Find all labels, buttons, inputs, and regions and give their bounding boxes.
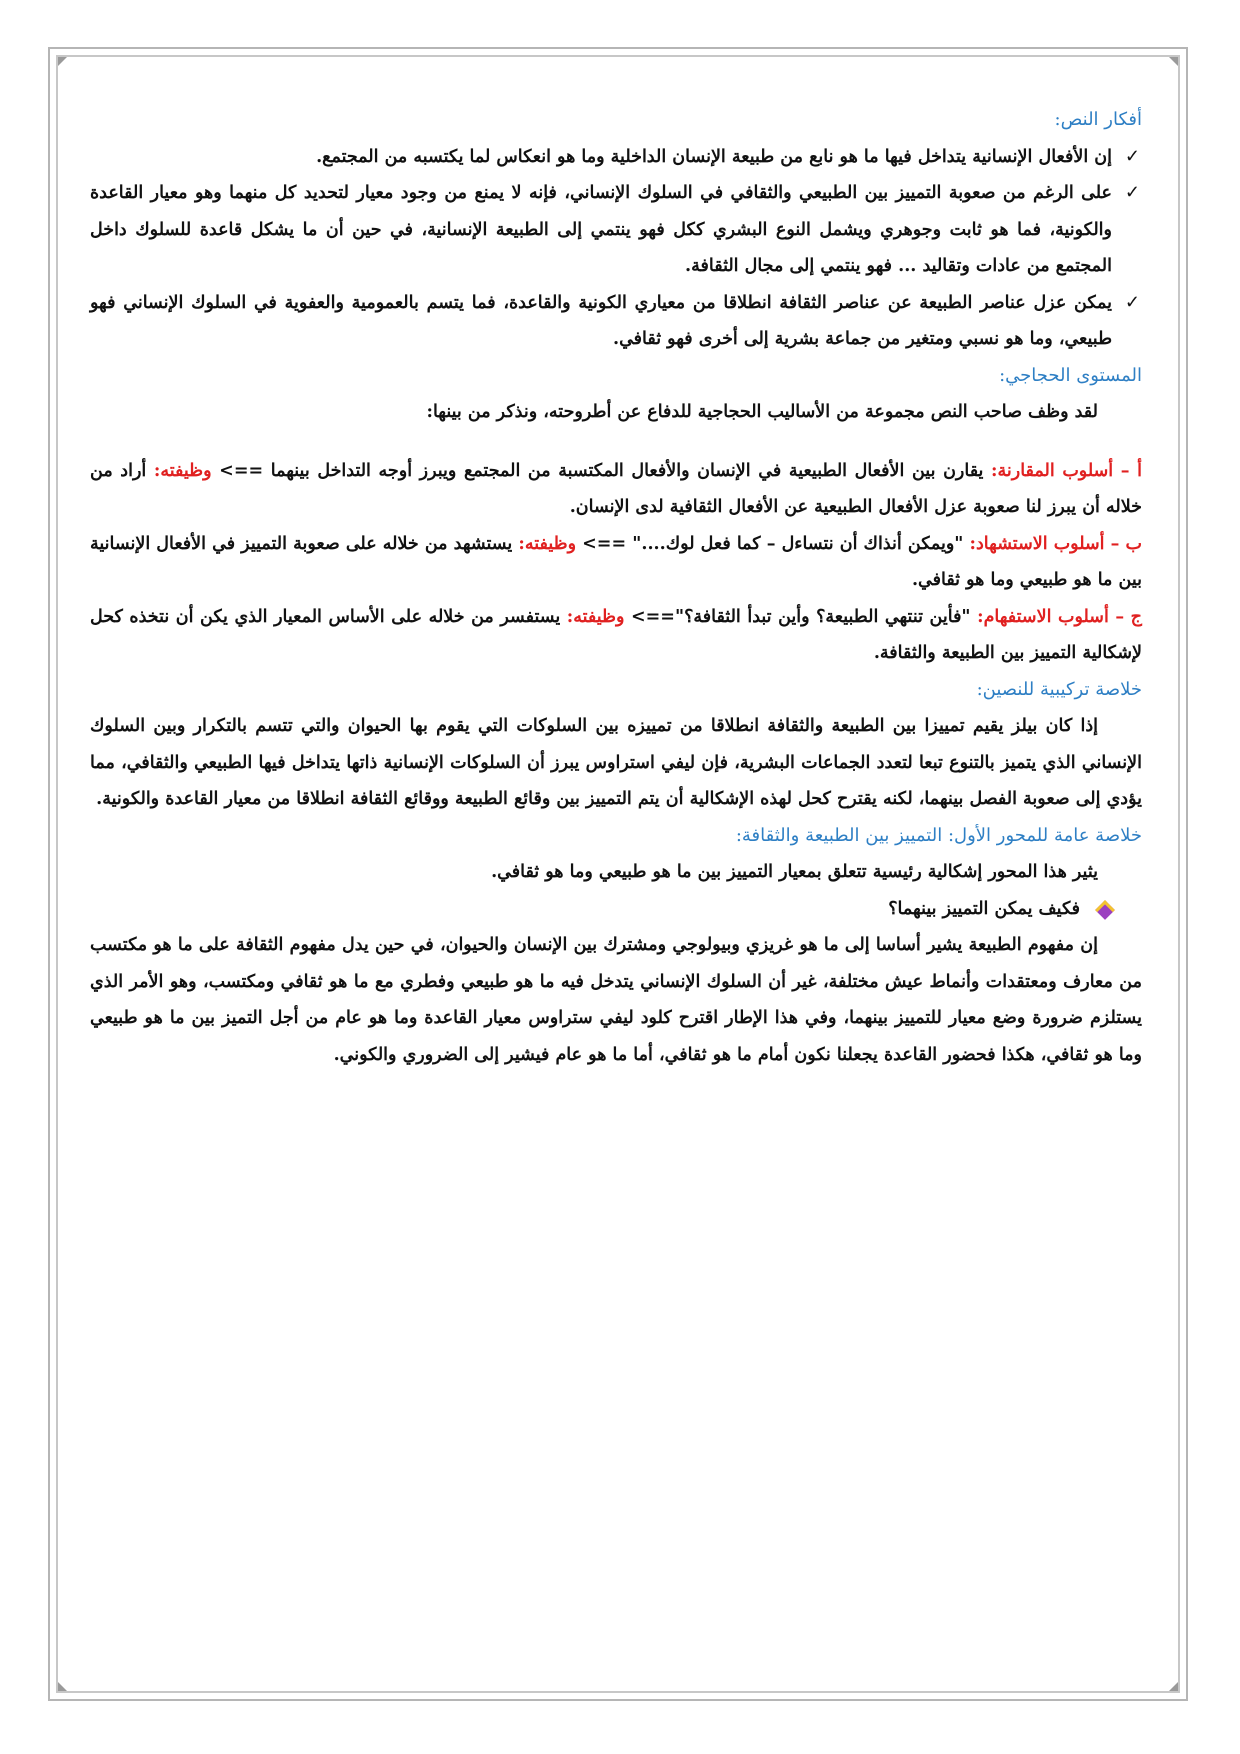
check-icon: ✓ (1124, 182, 1140, 203)
document-body (90, 102, 1142, 1073)
style-question (90, 599, 1142, 672)
style-label: ب – أسلوب الاستشهاد: (969, 533, 1142, 554)
function-label: وظيفته: (153, 460, 212, 481)
style-citation (90, 526, 1142, 599)
function-text: يستشهد من خلاله على صعوبة التمييز في الأفعال الإنسانية بين ما هو طبيعي وما هو ثقافي. (90, 533, 1142, 590)
idea-text: إن الأفعال الإنسانية يتداخل فيها ما هو نابع من طبيعة الإنسان الداخلية وما هو انعكاس لما يكتسبه من المجتمع. (316, 146, 1112, 167)
corner-ornament-top-right (1169, 57, 1178, 66)
check-icon: ✓ (1124, 145, 1140, 167)
ideas-list (90, 139, 1142, 358)
diamond-icon (1095, 900, 1115, 920)
question-text: فكيف يمكن التمييز بينهما؟ (888, 898, 1080, 919)
argument-intro: لقد وظف صاحب النص مجموعة من الأساليب الحجاجية للدفاع عن أطروحته، ونذكر من بينها: (426, 402, 1098, 422)
list-item (90, 139, 1142, 176)
corner-ornament-bottom-left (58, 1682, 67, 1691)
style-text: "فأين تنتهي الطبيعة؟ وأين تبدأ الثقافة؟"==> (624, 606, 978, 627)
heading-general-summary: خلاصة عامة للمحور الأول: التمييز بين الطبيعة والثقافة: (735, 824, 1142, 846)
heading-text-ideas: أفكار النص: (1054, 109, 1142, 130)
heading-argument-level: المستوى الحجاجي: (999, 364, 1142, 386)
general-intro: يثير هذا المحور إشكالية رئيسية تتعلق بمعيار التمييز بين ما هو طبيعي وما هو ثقافي. (491, 862, 1098, 882)
style-comparison (90, 453, 1142, 526)
general-paragraph: إن مفهوم الطبيعة يشير أساسا إلى ما هو غريزي وبيولوجي ومشترك بين الإنسان والحيوان، في حين يدل مفهوم الثقافة على ما هو مكتسب من معارف ومعتقدات وأنماط عيش مختلفة، غير أن السلوك الإنساني يتدخل فيه ما هو طبيعي وفطري مع ما هو ثقافي ومكتسب، وهو الأمر الذي يستلزم ضرورة وضع معيار للتمييز بينهما، وفي هذا الإطار اقترح كلود ليفي ستراوس معيار القاعدة وما هو عام من أجل التميز بين ما هو طبيعي وما هو ثقافي، هكذا فحضور القاعدة يجعلنا نكون أمام ما هو ثقافي، أما ما هو عام فيشير إلى الضروري والكوني. (90, 935, 1142, 1065)
style-text: "ويمكن أنذاك أن نتساءل – كما فعل لوك...." ==> (576, 533, 970, 554)
style-label: أ – أسلوب المقارنة: (991, 460, 1142, 481)
style-label: ج – أسلوب الاستفهام: (977, 606, 1142, 627)
function-label: وظيفته: (518, 533, 577, 554)
idea-text: يمكن عزل عناصر الطبيعة عن عناصر الثقافة انطلاقا من معياري الكونية والقاعدة، فما يتسم بالعمومية والعفوية في السلوك الإنساني فهو طبيعي، وما هو نسبي ومتغير من جماعة بشرية إلى أخرى فهو ثقافي. (90, 292, 1112, 349)
question-line (90, 891, 1142, 928)
spacer (90, 431, 1142, 453)
synthesis-paragraph: إذا كان بيلز يقيم تمييزا بين الطبيعة والثقافة انطلاقا من تمييزه بين السلوكات التي يقوم بها الحيوان والتي تتسم بالتكرار وبين السلوك الإنساني الذي يتميز بالتنوع تبعا لتعدد الجماعات البشرية، فإن ليفي استراوس يبرز أن السلوكات الإنسانية ذاتها يتداخل فيها الطبيعي والثقافي، مما يؤدي إلى صعوبة الفصل بينهما، لكنه يقترح كحل لهذه الإشكالية أن يتم التمييز بين وقائع الطبيعة ووقائع الثقافة انطلاقا من معيار القاعدة والكونية. (90, 716, 1142, 809)
check-icon: ✓ (1124, 291, 1140, 313)
corner-ornament-top-left (58, 57, 67, 66)
list-item (90, 175, 1142, 285)
heading-synthesis: خلاصة تركيبية للنصين: (976, 678, 1142, 700)
function-text: يستفسر من خلاله على الأساس المعيار الذي يكن أن نتخذه كحل لإشكالية التمييز بين الطبيعة والثقافة. (90, 606, 1142, 663)
function-label: وظيفته: (566, 606, 625, 627)
style-text: يقارن بين الأفعال الطبيعية في الإنسان والأفعال المكتسبة من المجتمع ويبرز أوجه التداخل بينهما ==> (211, 460, 992, 481)
corner-ornament-bottom-right (1169, 1682, 1178, 1691)
idea-text: على الرغم من صعوبة التمييز بين الطبيعي والثقافي في السلوك الإنساني، فإنه لا يمنع من وجود معيار لتحديد كل منهما وهو معيار القاعدة والكونية، فما هو ثابت وجوهري ويشمل النوع البشري ككل فهو ينتمي إلى الطبيعة الإنسانية، في حين أن ما يشكل قاعدة للسلوك داخل المجتمع من عادات وتقاليد ... فهو ينتمي إلى مجال الثقافة. (90, 183, 1112, 276)
list-item (90, 285, 1142, 358)
function-text: أراد من خلاله أن يبرز لنا صعوبة عزل الأفعال الطبيعية عن الأفعال الثقافية لدى الإنسان. (90, 460, 1142, 517)
